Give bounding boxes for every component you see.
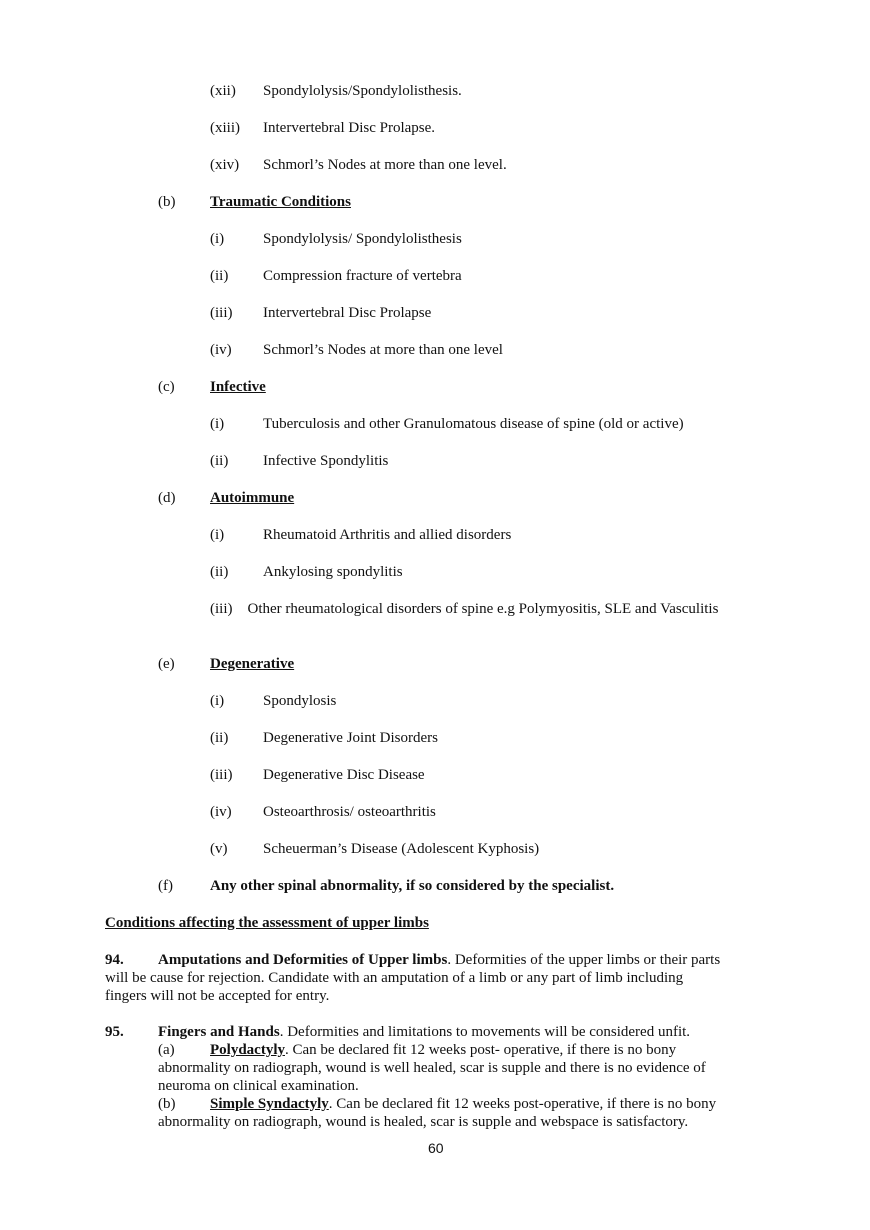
page-number: 60 [428,1140,444,1156]
list-item: Spondylolysis/ Spondylolisthesis [263,231,462,247]
sub-letter: (b) [158,1096,176,1112]
list-number: (i) [210,693,225,709]
section-title: Conditions affecting the assessment of upper limbs [105,915,429,931]
section-letter: (b) [158,194,176,210]
section-letter: (c) [158,379,175,395]
list-item: Degenerative Joint Disorders [263,730,438,746]
list-item: Rheumatoid Arthritis and allied disorders [263,527,512,543]
list-number: (iv) [210,342,232,358]
sub-text: . Can be declared fit 12 weeks post-operative, if there is no bony [328,1096,717,1112]
sub-title: Simple Syndactyly [210,1096,329,1112]
list-number: (ii) [210,730,229,746]
sub-text: . Can be declared fit 12 weeks post- operative, if there is no bony [285,1042,677,1058]
list-number: (i) [210,231,225,247]
list-item: Intervertebral Disc Prolapse. [263,120,436,136]
section-letter: (e) [158,656,175,672]
list-item: Osteoarthrosis/ osteoarthritis [263,804,436,820]
para-95-line1 [158,1023,690,1041]
list-number: (iii) [210,767,233,783]
list-number: (ii) [210,268,229,284]
sub-text-line: abnormality on radiograph, wound is well healed, scar is supple and there is no evidence of [158,1060,706,1076]
para-text-line: will be cause for rejection. Candidate with an amputation of a limb or any part of limb including [105,970,684,986]
list-number: (iv) [210,804,232,820]
sub-text-line: abnormality on radiograph, wound is healed, scar is supple and webspace is satisfactory. [158,1114,689,1130]
list-item: Infective Spondylitis [263,453,389,469]
para-text: . Deformities and limitations to movements will be considered unfit. [279,1024,691,1040]
para-title: Fingers and Hands [158,1024,280,1040]
sub-text-line: neuroma on clinical examination. [158,1078,359,1094]
section-heading: Autoimmune [210,490,295,506]
list-item: Schmorl’s Nodes at more than one level [263,342,503,358]
list-item: Ankylosing spondylitis [263,564,403,580]
list-number: (ii) [210,453,229,469]
list-number: (i) [210,527,225,543]
list-item: Spondylosis [263,693,337,709]
list-item: Compression fracture of vertebra [263,268,462,284]
section-letter: (f) [158,878,173,894]
list-number: (xii) [210,83,236,99]
para-number: 94. [105,952,124,968]
list-item: Intervertebral Disc Prolapse [263,305,432,321]
list-number: (iii) [210,305,233,321]
sub-title: Polydactyly [210,1042,285,1058]
sub-letter: (a) [158,1042,175,1058]
para-title: Amputations and Deformities of Upper limbs [158,952,448,968]
para-number: 95. [105,1024,124,1040]
list-number: (ii) [210,564,229,580]
para-text-line: fingers will not be accepted for entry. [105,988,330,1004]
list-item: Tuberculosis and other Granulomatous disease of spine (old or active) [263,416,684,432]
list-item: Spondylolysis/Spondylolisthesis. [263,83,462,99]
list-item-wrapped: (iii) Other rheumatological disorders of spine e.g Polymyositis, SLE and Vasculitis [210,601,719,617]
section-text: Any other spinal abnormality, if so considered by the specialist. [210,878,615,894]
list-number: (xiv) [210,157,240,173]
list-number: (xiii) [210,120,240,136]
list-number: (v) [210,841,228,857]
para-94-line1 [158,951,720,969]
para-text: . Deformities of the upper limbs or their parts [447,952,721,968]
section-heading: Traumatic Conditions [210,194,351,210]
section-heading: Degenerative [210,656,295,672]
sub-line1 [210,1041,676,1059]
section-heading: Infective [210,379,266,395]
sub-line1 [210,1095,716,1113]
list-item: Degenerative Disc Disease [263,767,425,783]
list-item: Schmorl’s Nodes at more than one level. [263,157,507,173]
list-number: (i) [210,416,225,432]
list-item: Scheuerman’s Disease (Adolescent Kyphosis) [263,841,540,857]
section-letter: (d) [158,490,176,506]
